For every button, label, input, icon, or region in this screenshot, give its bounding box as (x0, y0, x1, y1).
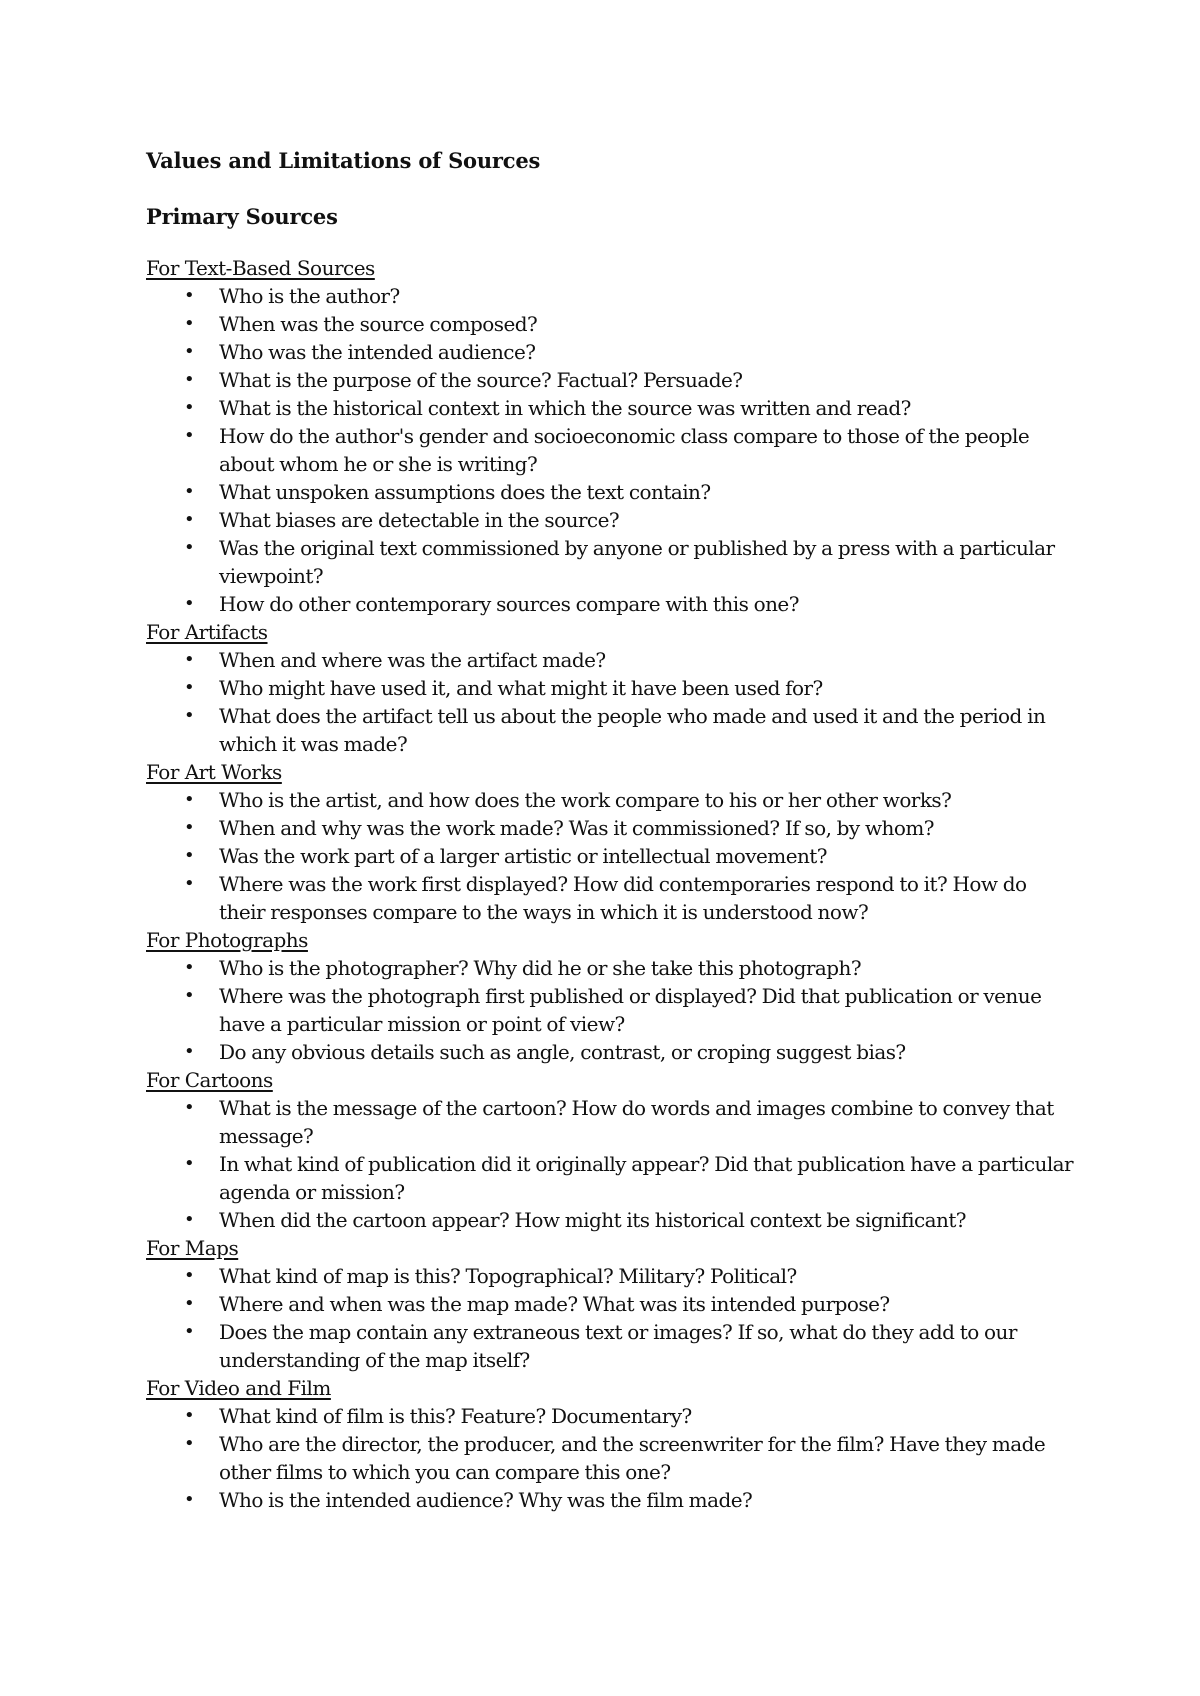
section-heading: For Maps (146, 1236, 239, 1260)
section-heading: For Artifacts (146, 620, 268, 644)
list-item (146, 674, 1076, 702)
section-for-photographs (146, 926, 1076, 1066)
list-item (146, 814, 1076, 842)
list-item-text: What is the message of the cartoon? How do words and images combine to convey that message? (219, 1096, 1054, 1148)
list-item (146, 1094, 1076, 1150)
list-item-text: What kind of map is this? Topographical? Military? Political? (219, 1264, 797, 1288)
bullet-icon: • (184, 397, 195, 418)
bullet-icon: • (184, 285, 195, 306)
bullet-icon: • (184, 1097, 195, 1118)
list-item (146, 954, 1076, 982)
question-list (146, 1094, 1076, 1234)
section-title-primary-sources: Primary Sources (146, 204, 338, 229)
list-item-text: Where was the photograph first published or displayed? Did that publication or venue have a particular mission or point of view? (219, 984, 1042, 1036)
list-item-text: How do the author's gender and socioeconomic class compare to those of the people about whom he or she is writing? (219, 424, 1030, 476)
list-item (146, 646, 1076, 674)
bullet-icon: • (184, 985, 195, 1006)
list-item (146, 310, 1076, 338)
bullet-icon: • (184, 1433, 195, 1454)
bullet-icon: • (184, 1293, 195, 1314)
bullet-icon: • (184, 1265, 195, 1286)
section-for-video-and-film (146, 1374, 1076, 1514)
list-item-text: Was the work part of a larger artistic or intellectual movement? (219, 844, 827, 868)
list-item (146, 702, 1076, 758)
list-item (146, 1206, 1076, 1234)
list-item (146, 422, 1076, 478)
list-item (146, 1430, 1076, 1486)
section-for-maps (146, 1234, 1076, 1374)
list-item (146, 1486, 1076, 1514)
question-list (146, 1262, 1076, 1374)
bullet-icon: • (184, 649, 195, 670)
question-list (146, 786, 1076, 926)
question-list (146, 282, 1076, 618)
bullet-icon: • (184, 369, 195, 390)
bullet-icon: • (184, 1321, 195, 1342)
list-item-text: What kind of film is this? Feature? Documentary? (219, 1404, 692, 1428)
list-item-text: Who is the artist, and how does the work compare to his or her other works? (219, 788, 952, 812)
list-item (146, 478, 1076, 506)
bullet-icon: • (184, 1041, 195, 1062)
list-item-text: Who is the intended audience? Why was the film made? (219, 1488, 753, 1512)
list-item (146, 982, 1076, 1038)
list-item (146, 282, 1076, 310)
list-item-text: How do other contemporary sources compare with this one? (219, 592, 799, 616)
list-item (146, 1318, 1076, 1374)
list-item-text: When was the source composed? (219, 312, 538, 336)
bullet-icon: • (184, 957, 195, 978)
section-heading: For Text-Based Sources (146, 256, 375, 280)
bullet-icon: • (184, 817, 195, 838)
bullet-icon: • (184, 789, 195, 810)
list-item-text: What unspoken assumptions does the text contain? (219, 480, 711, 504)
section-heading: For Art Works (146, 760, 282, 784)
bullet-icon: • (184, 425, 195, 446)
bullet-icon: • (184, 1209, 195, 1230)
section-for-art-works (146, 758, 1076, 926)
list-item (146, 338, 1076, 366)
bullet-icon: • (184, 313, 195, 334)
list-item (146, 506, 1076, 534)
bullet-icon: • (184, 1153, 195, 1174)
list-item (146, 366, 1076, 394)
list-item-text: When and where was the artifact made? (219, 648, 606, 672)
document-title: Values and Limitations of Sources (146, 148, 541, 173)
list-item (146, 534, 1076, 590)
list-item (146, 394, 1076, 422)
list-item-text: In what kind of publication did it originally appear? Did that publication have a particular agenda or mission? (219, 1152, 1074, 1204)
bullet-icon: • (184, 509, 195, 530)
list-item-text: Who is the photographer? Why did he or she take this photograph? (219, 956, 862, 980)
list-item-text: Who might have used it, and what might it have been used for? (219, 676, 823, 700)
list-item-text: Was the original text commissioned by anyone or published by a press with a particular viewpoint? (219, 536, 1055, 588)
section-heading: For Cartoons (146, 1068, 273, 1092)
bullet-icon: • (184, 593, 195, 614)
list-item-text: Does the map contain any extraneous text or images? If so, what do they add to our understanding of the map itself? (219, 1320, 1017, 1372)
bullet-icon: • (184, 537, 195, 558)
list-item (146, 590, 1076, 618)
bullet-icon: • (184, 1405, 195, 1426)
question-sections (146, 254, 1076, 1514)
list-item-text: When did the cartoon appear? How might its historical context be significant? (219, 1208, 966, 1232)
bullet-icon: • (184, 873, 195, 894)
list-item (146, 1290, 1076, 1318)
list-item-text: Who was the intended audience? (219, 340, 536, 364)
section-for-cartoons (146, 1066, 1076, 1234)
list-item (146, 786, 1076, 814)
list-item (146, 1038, 1076, 1066)
bullet-icon: • (184, 481, 195, 502)
list-item (146, 1402, 1076, 1430)
bullet-icon: • (184, 1489, 195, 1510)
bullet-icon: • (184, 677, 195, 698)
list-item-text: Where was the work first displayed? How did contemporaries respond to it? How do their responses compare to the ways in which it is understood now? (219, 872, 1027, 924)
list-item (146, 870, 1076, 926)
list-item-text: Who is the author? (219, 284, 400, 308)
section-heading: For Video and Film (146, 1376, 331, 1400)
question-list (146, 954, 1076, 1066)
list-item-text: What is the purpose of the source? Factual? Persuade? (219, 368, 743, 392)
list-item-text: What does the artifact tell us about the people who made and used it and the period in which it was made? (219, 704, 1046, 756)
list-item (146, 1262, 1076, 1290)
question-list (146, 646, 1076, 758)
bullet-icon: • (184, 845, 195, 866)
bullet-icon: • (184, 341, 195, 362)
list-item-text: What is the historical context in which the source was written and read? (219, 396, 911, 420)
list-item-text: When and why was the work made? Was it commissioned? If so, by whom? (219, 816, 934, 840)
section-for-artifacts (146, 618, 1076, 758)
list-item-text: Do any obvious details such as angle, contrast, or croping suggest bias? (219, 1040, 906, 1064)
document-page (146, 148, 1076, 1514)
list-item-text: Who are the director, the producer, and the screenwriter for the film? Have they made other films to which you can compare this one? (219, 1432, 1046, 1484)
list-item (146, 1150, 1076, 1206)
list-item (146, 842, 1076, 870)
section-heading: For Photographs (146, 928, 308, 952)
list-item-text: Where and when was the map made? What was its intended purpose? (219, 1292, 890, 1316)
bullet-icon: • (184, 705, 195, 726)
section-for-text-based-sources (146, 254, 1076, 618)
question-list (146, 1402, 1076, 1514)
list-item-text: What biases are detectable in the source? (219, 508, 620, 532)
